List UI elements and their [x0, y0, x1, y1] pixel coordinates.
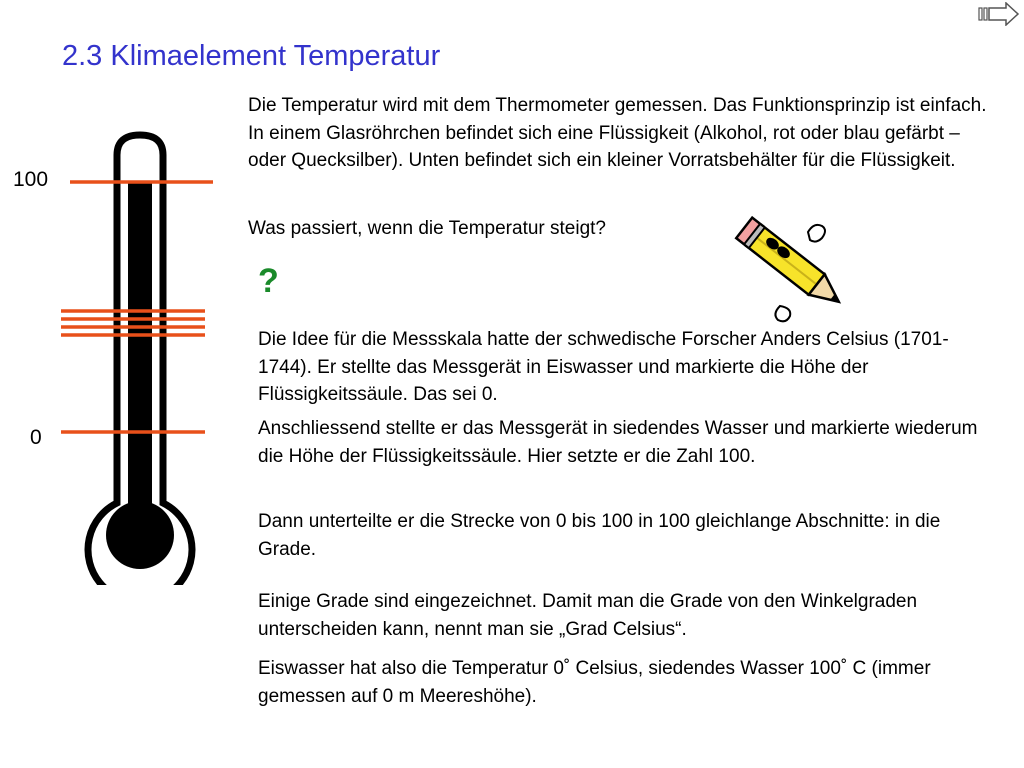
- paragraph-question: Was passiert, wenn die Temperatur steigt?: [248, 218, 607, 239]
- paragraph-summary: Eiswasser hat also die Temperatur 0˚ Celsius, siedendes Wasser 100˚ C (immer gemessen auf 0 m Meereshöhe).: [258, 658, 931, 707]
- forward-arrow-icon[interactable]: [976, 2, 1020, 26]
- slide-title: 2.3 Klimaelement Temperatur: [62, 40, 441, 72]
- thermometer-label-100: 100: [13, 168, 49, 191]
- paragraph-degrees: Dann unterteilte er die Strecke von 0 bis 100 in 100 gleichlange Abschnitte: in die Grade.: [258, 511, 941, 560]
- paragraph-grad-celsius: Einige Grade sind eingezeichnet. Damit man die Grade von den Winkelgraden unterscheiden kann, nennt man sie „Grad Celsius“.: [258, 591, 918, 640]
- pencil-cartoon-icon: [720, 210, 860, 330]
- question-mark: ?: [258, 262, 279, 300]
- paragraph-celsius-idea: Die Idee für die Messskala hatte der schwedische Forscher Anders Celsius (1701-1744). Er stellte das Messgerät in Eiswasser und markierte die Höhe der Flüssigkeitssäule. Das sei 0.: [258, 329, 949, 405]
- thermometer-label-0: 0: [30, 426, 42, 449]
- paragraph-boiling-water: Anschliessend stellte er das Messgerät in siedendes Wasser und markierte wiederum die Höhe der Flüssigkeitssäule. Hier setzte er die Zahl 100.: [258, 418, 978, 467]
- thermometer-icon: [55, 125, 220, 585]
- paragraph-thermometer-intro: Die Temperatur wird mit dem Thermometer gemessen. Das Funktionsprinzip ist einfach. In einem Glasröhrchen befindet sich eine Flüssigkeit (Alkohol, rot oder blau gefärbt – oder Quecksilber). Unten befindet sich ein kleiner Vorratsbehälter für die Flüssigkeit.: [248, 95, 987, 171]
